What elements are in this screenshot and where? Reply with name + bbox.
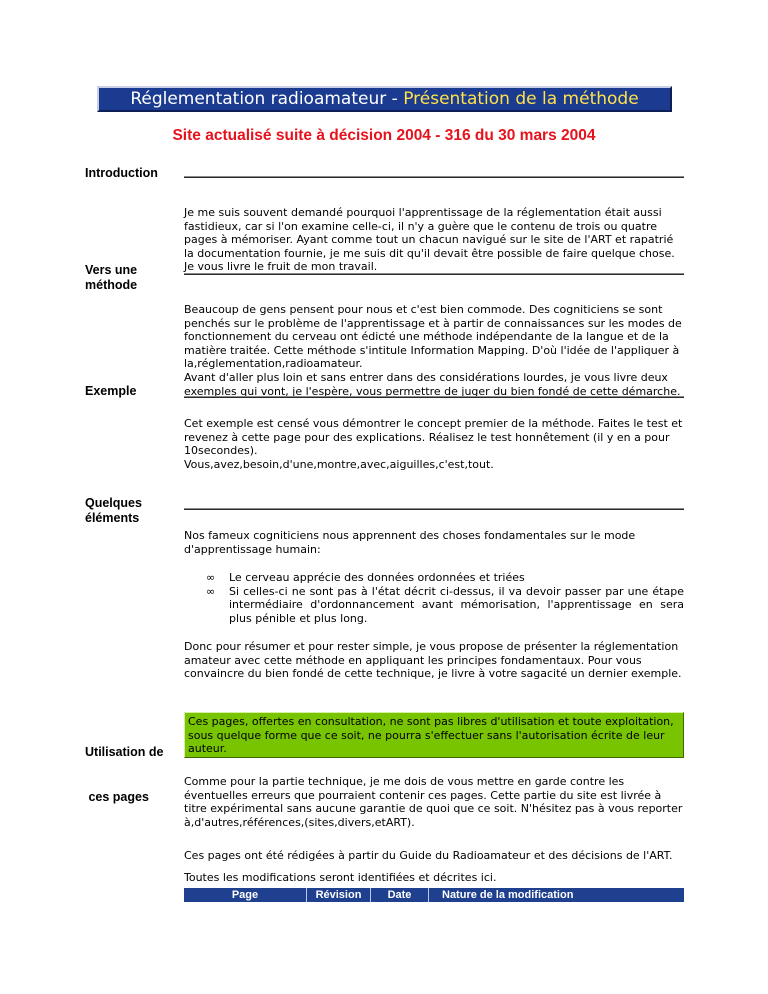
text-line: pages à mémoriser. Ayant comme tout un chacun navigué sur le site de l'ART et rapatrié [184,233,674,247]
introduction-text [184,206,684,274]
text-line: exemples qui vont, je l'espère, vous permettre de juger du bien fondé de cette démarche. [184,384,681,398]
text-line: Nos fameux cogniticiens nous apprennent des choses fondamentales sur le mode [184,529,636,542]
usage-restriction-notice [184,712,684,758]
text-line: éventuelles erreurs que pourraient contenir ces pages. Cette partie du site est livrée à [184,788,662,802]
label-line: méthode [85,278,138,292]
label-line: Quelques [85,496,142,510]
update-notice-title: Site actualisé suite à décision 2004 - 316 du 30 mars 2004 [172,127,596,144]
column-header-revision: Révision [307,888,371,902]
text-line: 10secondes). [184,444,258,458]
text-line: titre expérimental sans aucune garantie de quoi que ce soit. N'hésitez pas à vous reporter [184,802,683,816]
text-line: d'apprentissage humain: [184,542,321,556]
text-line: à,d'autres,références,(sites,divers,etART). [184,815,415,829]
text-line: Ces pages, offertes en consultation, ne sont pas libres d'utilisation et toute exploitation, [188,715,674,728]
usage-warning-text [184,775,684,829]
text-line: fastidieux, car si l'on examine celle-ci, il n'y a guère que le contenu de trois ou quatre [184,219,657,233]
section-label-introduction: Introduction [85,166,158,180]
column-header-date: Date [371,888,429,902]
elements-summary-text [184,640,684,681]
label-line: Utilisation de [85,745,164,759]
elements-bullet-list [206,571,684,625]
text-line: convaincre du bien fondé de cette technique, je livre à votre sagacité un dernier exemple. [184,667,682,681]
list-item [206,585,684,626]
section-divider [184,273,684,275]
section-label-methode [85,263,137,293]
text-line: Beaucoup de gens pensent pour nous et c'est bien commode. Des cogniticiens se sont [184,303,663,316]
text-line: la,réglementation,radioamateur. [184,357,363,371]
text-line: Vous,avez,besoin,d'une,montre,avec,aiguilles,c'est,tout. [184,457,494,471]
list-item [206,571,684,585]
source-text: Ces pages ont été rédigées à partir du Guide du Radioamateur et des décisions de l'ART. [184,849,673,862]
methode-text [184,303,684,398]
text-line: Donc pour résumer et pour rester simple, je vous propose de présenter la réglementation [184,640,679,653]
label-line: ces pages [85,790,149,804]
text-line: la documentation fournie, je me suis dit qu'il devait être possible de faire quelque chose. [184,246,675,260]
section-divider [184,176,684,178]
exemple-text [184,417,684,471]
column-header-nature: Nature de la modification [442,889,574,901]
text-line: Je vous livre le fruit de mon travail. [184,260,378,274]
section-label-elements [85,496,142,526]
modifications-table-header [184,888,684,902]
column-header-page: Page [184,888,307,902]
text-line: Avant d'aller plus loin et sans entrer dans des considérations lourdes, je vous livre deux [184,370,668,384]
infinity-bullet-icon: ∞ [206,584,216,598]
infinity-bullet-icon: ∞ [206,571,216,584]
label-line: éléments [85,511,140,525]
text-line: fonctionnement du cerveau ont édicté une méthode indépendante de la langue et de la [184,330,669,344]
bullet-text: Si celles-ci ne sont pas à l'état décrit ci-dessus, il va devoir passer par une étape intermédiaire d'ordonnancement avant mémorisation, l'apprentissage en sera plus pénible et plus long. [229,584,684,625]
bullet-text: Le cerveau apprécie des données ordonnées et triées [229,571,525,584]
text-line: revenez à cette page pour des explications. Réalisez le test honnêtement (il y en a pour [184,430,670,444]
page-banner [97,86,672,112]
text-line: Je me suis souvent demandé pourquoi l'apprentissage de la réglementation était aussi [184,206,662,219]
text-line: sous quelque forme que ce soit, ne pourra s'effectuer sans l'autorisation écrite de leur [188,728,665,742]
label-line: Vers une [85,263,138,277]
text-line: penchés sur le problème de l'apprentissage et à partir de connaissances sur les modes de [184,316,682,330]
elements-intro-text [184,529,684,556]
section-label-exemple: Exemple [85,384,137,398]
text-line: auteur. [188,742,227,756]
banner-title: Réglementation radioamateur - [130,89,404,109]
section-divider [184,508,684,510]
section-label-utilisation [85,715,163,820]
banner-subtitle: Présentation de la méthode [403,89,639,109]
text-line: Cet exemple est censé vous démontrer le concept premier de la méthode. Faites le test et [184,417,683,430]
text-line: matière traitée. Cette méthode s'intitule Information Mapping. D'où l'idée de l'appliquer à [184,343,680,357]
modifications-text: Toutes les modifications seront identifiées et décrites ici. [184,871,497,884]
section-divider [184,396,684,398]
text-line: Comme pour la partie technique, je me dois de vous mettre en garde contre les [184,775,625,788]
text-line: amateur avec cette méthode en appliquant les principes fondamentaux. Pour vous [184,653,642,667]
